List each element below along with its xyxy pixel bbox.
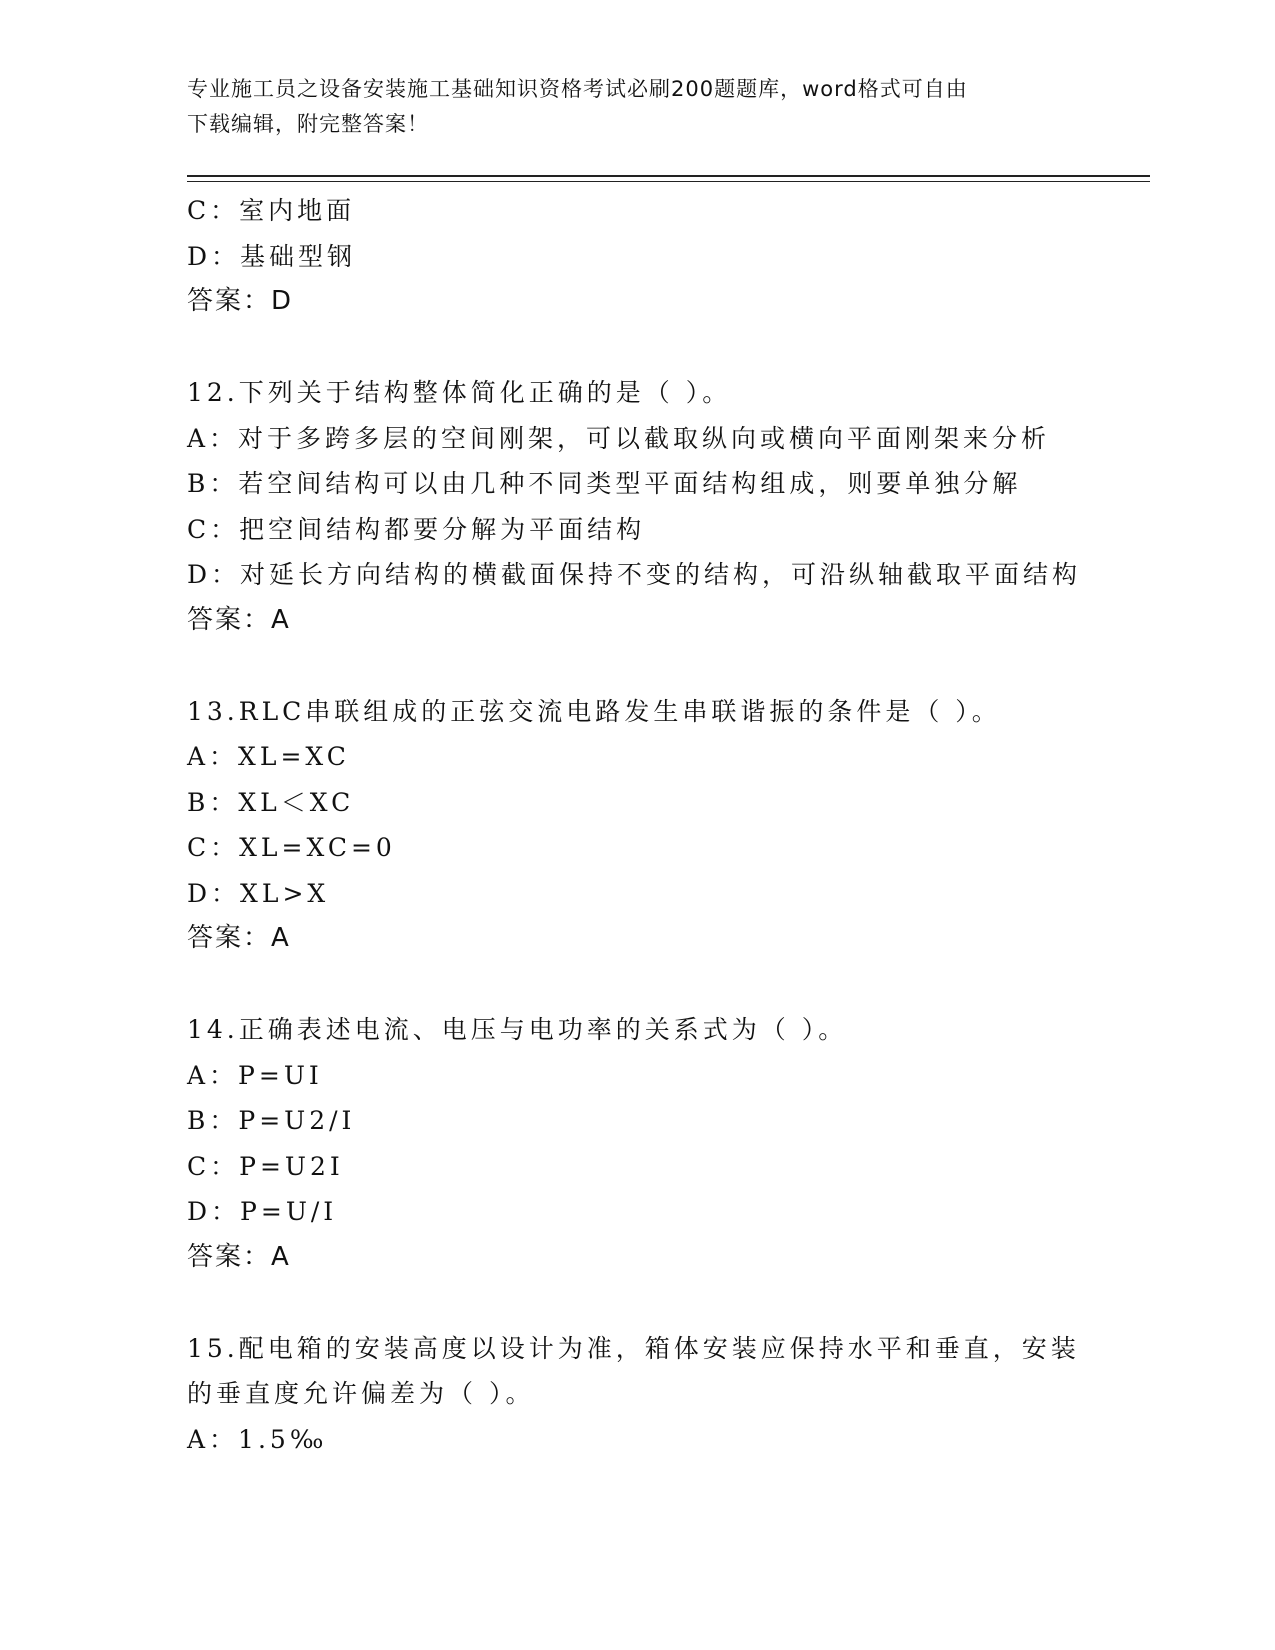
answer: 答案：A (187, 1241, 291, 1272)
option-b: B：若空间结构可以由几种不同类型平面结构组成，则要单独分解 (187, 469, 1022, 498)
header-divider-thin (187, 181, 1150, 182)
question-text: 12.下列关于结构整体简化正确的是（ ）。 (187, 378, 732, 407)
question-11 (187, 188, 1147, 325)
question-text-line-2: 的垂直度允许偏差为（ ）。 (187, 1379, 535, 1408)
option-d: D：对延长方向结构的横截面保持不变的结构，可沿纵轴截取平面结构 (187, 560, 1082, 589)
option-d: D：P=U/I (187, 1197, 338, 1226)
question-text: 13.RLC串联组成的正弦交流电路发生串联谐振的条件是（ ）。 (187, 696, 1001, 726)
option-c: C：室内地面 (187, 196, 356, 225)
option-c: C：P=U2I (187, 1151, 344, 1181)
spacer (187, 325, 1147, 371)
question-content (187, 188, 1147, 1462)
option-d: D：XL>X (187, 878, 330, 908)
option-a: A：XL=XC (187, 742, 350, 771)
header-line-2: 下载编辑，附完整答案！ (187, 112, 429, 136)
option-a: A：P=UI (187, 1060, 323, 1090)
header-divider-thick (187, 175, 1150, 177)
option-a: A：1.5‰ (187, 1424, 328, 1454)
option-b: B：XL＜XC (187, 787, 355, 817)
spacer (187, 1280, 1147, 1326)
option-c: C：XL=XC=0 (187, 833, 396, 862)
question-text-line-1: 15.配电箱的安装高度以设计为准，箱体安装应保持水平和垂直，安装 (187, 1333, 1080, 1363)
option-d: D：基础型钢 (187, 241, 357, 271)
spacer (187, 962, 1147, 1008)
answer: 答案：A (187, 923, 291, 953)
header-line-1: 专业施工员之设备安装施工基础知识资格考试必刷200题题库，word格式可自由 (187, 77, 968, 101)
answer: 答案：D (187, 286, 294, 316)
question-14 (187, 1007, 1147, 1280)
option-b: B：P=U2/I (187, 1106, 356, 1135)
question-15 (187, 1326, 1147, 1463)
option-a: A：对于多跨多层的空间刚架，可以截取纵向或横向平面刚架来分析 (187, 423, 1051, 453)
document-header (187, 72, 1067, 142)
spacer (187, 643, 1147, 689)
answer: 答案：A (187, 604, 291, 635)
question-12 (187, 370, 1147, 643)
question-13 (187, 689, 1147, 962)
option-c: C：把空间结构都要分解为平面结构 (187, 514, 646, 544)
question-text: 14.正确表述电流、电压与电功率的关系式为（ ）。 (187, 1015, 848, 1044)
